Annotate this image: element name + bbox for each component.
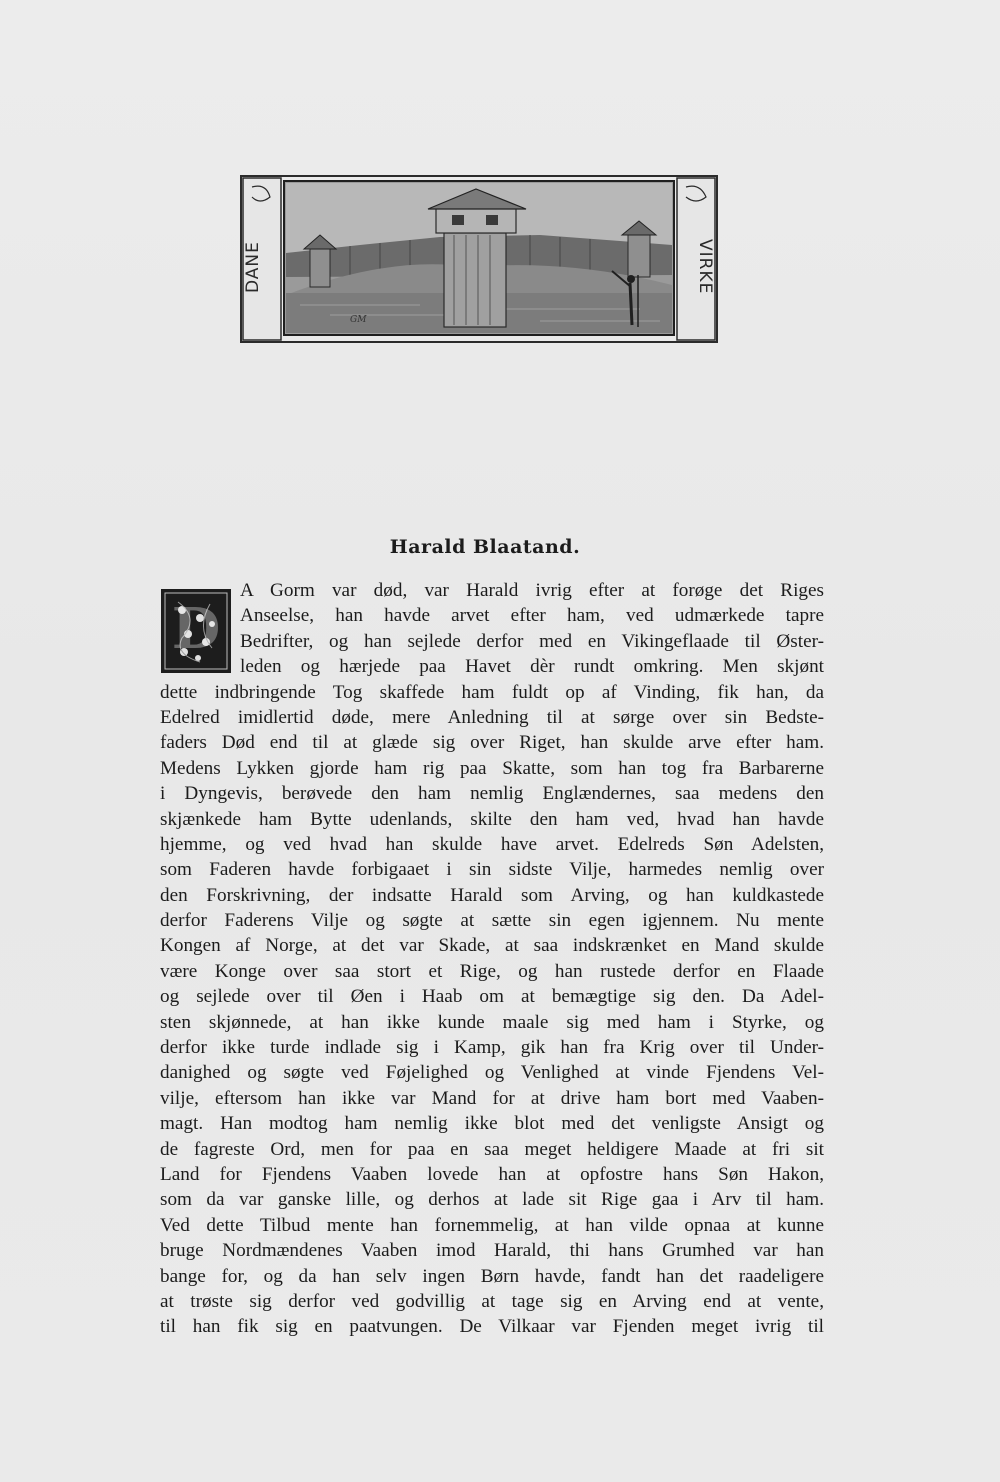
danevirke-fortress-drawing: [240, 175, 718, 343]
text-line: derfor ikke turde indlade sig i Kamp, gik han fra Krig over til Under-: [160, 1037, 824, 1059]
text-line: skjænkede ham Bytte udenlands, skilte den ham ved, hvad han havde: [160, 808, 824, 830]
text-line: dette indbringende Tog skaffede ham fuldt op af Vinding, fik han, da: [160, 681, 824, 703]
text-line: A Gorm var død, var Harald ivrig efter at forøge det Riges: [240, 580, 824, 601]
artist-signature: GM: [350, 315, 367, 325]
chapter-title: Harald Blaatand.: [389, 536, 581, 558]
text-line: som da var ganske lille, og derhos at lade sit Rige gaa i Arv til ham.: [160, 1189, 824, 1211]
text-line: Edelred imidlertid døde, mere Anledning til at sørge over sin Bedste-: [160, 706, 824, 728]
text-line: Land for Fjendens Vaaben lovede han at opfostre hans Søn Hakon,: [160, 1163, 824, 1185]
text-line: de fagreste Ord, men for paa en saa meget heldigere Maade at fri sit: [160, 1138, 824, 1160]
text-line: vilje, eftersom han ikke var Mand for at drive ham bort med Vaaben-: [160, 1087, 824, 1109]
text-line: magt. Han modtog ham nemlig ikke blot med det venligste Ansigt og: [160, 1113, 824, 1135]
body-text: [160, 578, 824, 1340]
text-line: derfor Faderens Vilje og søgte at sætte sin egen igjennem. Nu mente: [160, 910, 824, 932]
text-line: Ved dette Tilbud mente han fornemmelig, at han vilde opnaa at kunne: [160, 1214, 824, 1236]
text-line: leden og hærjede paa Havet dèr rundt omkring. Men skjønt: [240, 656, 824, 678]
dropcap-initial: [160, 588, 232, 674]
headpiece-left-panel: [242, 179, 280, 339]
text-line: Medens Lykken gjorde ham rig paa Skatte, som han tog fra Barbarerne: [160, 757, 824, 779]
text-line: Anseelse, han havde arvet efter ham, ved udmærkede tapre: [240, 605, 824, 627]
text-line: den Forskrivning, der indsatte Harald som Arving, og han kuldkastede: [160, 884, 824, 906]
text-line: som Faderen havde forbigaaet i sin sidste Vilje, harmedes nemlig over: [160, 859, 824, 881]
text-line: at trøste sig derfor ved godvillig at tage sig en Arving end at vente,: [160, 1290, 824, 1312]
text-line: Bedrifter, og han sejlede derfor med en Vikingeflaade til Øster-: [240, 630, 824, 652]
ornamental-initial-d: [160, 588, 232, 674]
headpiece-illustration: [240, 175, 718, 343]
text-line: i Dyngevis, berøvede den ham nemlig Englændernes, saa medens den: [160, 783, 824, 805]
dropcap-letter: D: [171, 596, 221, 662]
text-line: hjemme, og ved hvad han skulde have arvet. Edelreds Søn Adelsten,: [160, 833, 824, 855]
text-line: danighed og søgte ved Føjelighed og Venlighed at vinde Fjendens Vel-: [160, 1062, 824, 1084]
headpiece-left-word: DANE: [243, 241, 263, 293]
text-line: og sejlede over til Øen i Haab om at bemægtige sig den. Da Adel-: [160, 986, 824, 1008]
headpiece-right-word: VIRKE: [695, 239, 715, 295]
text-line: være Konge over saa stort et Rige, og han rustede derfor en Flaade: [160, 960, 824, 982]
text-line: til han fik sig en paatvungen. De Vilkaar var Fjenden meget ivrig til: [160, 1316, 824, 1338]
headpiece-right-panel: [678, 179, 716, 339]
text-line: sten skjønnede, at han ikke kunde maale sig med ham i Styrke, og: [160, 1011, 824, 1033]
text-line: faders Død end til at glæde sig over Riget, han skulde arve efter ham.: [160, 732, 824, 754]
text-line: Kongen af Norge, at det var Skade, at saa indskrænket en Mand skulde: [160, 935, 824, 957]
text-line: bruge Nordmændenes Vaaben imod Harald, thi hans Grumhed var han: [160, 1240, 824, 1262]
text-line: bange for, og da han selv ingen Børn havde, fandt han det raadeligere: [160, 1265, 824, 1287]
